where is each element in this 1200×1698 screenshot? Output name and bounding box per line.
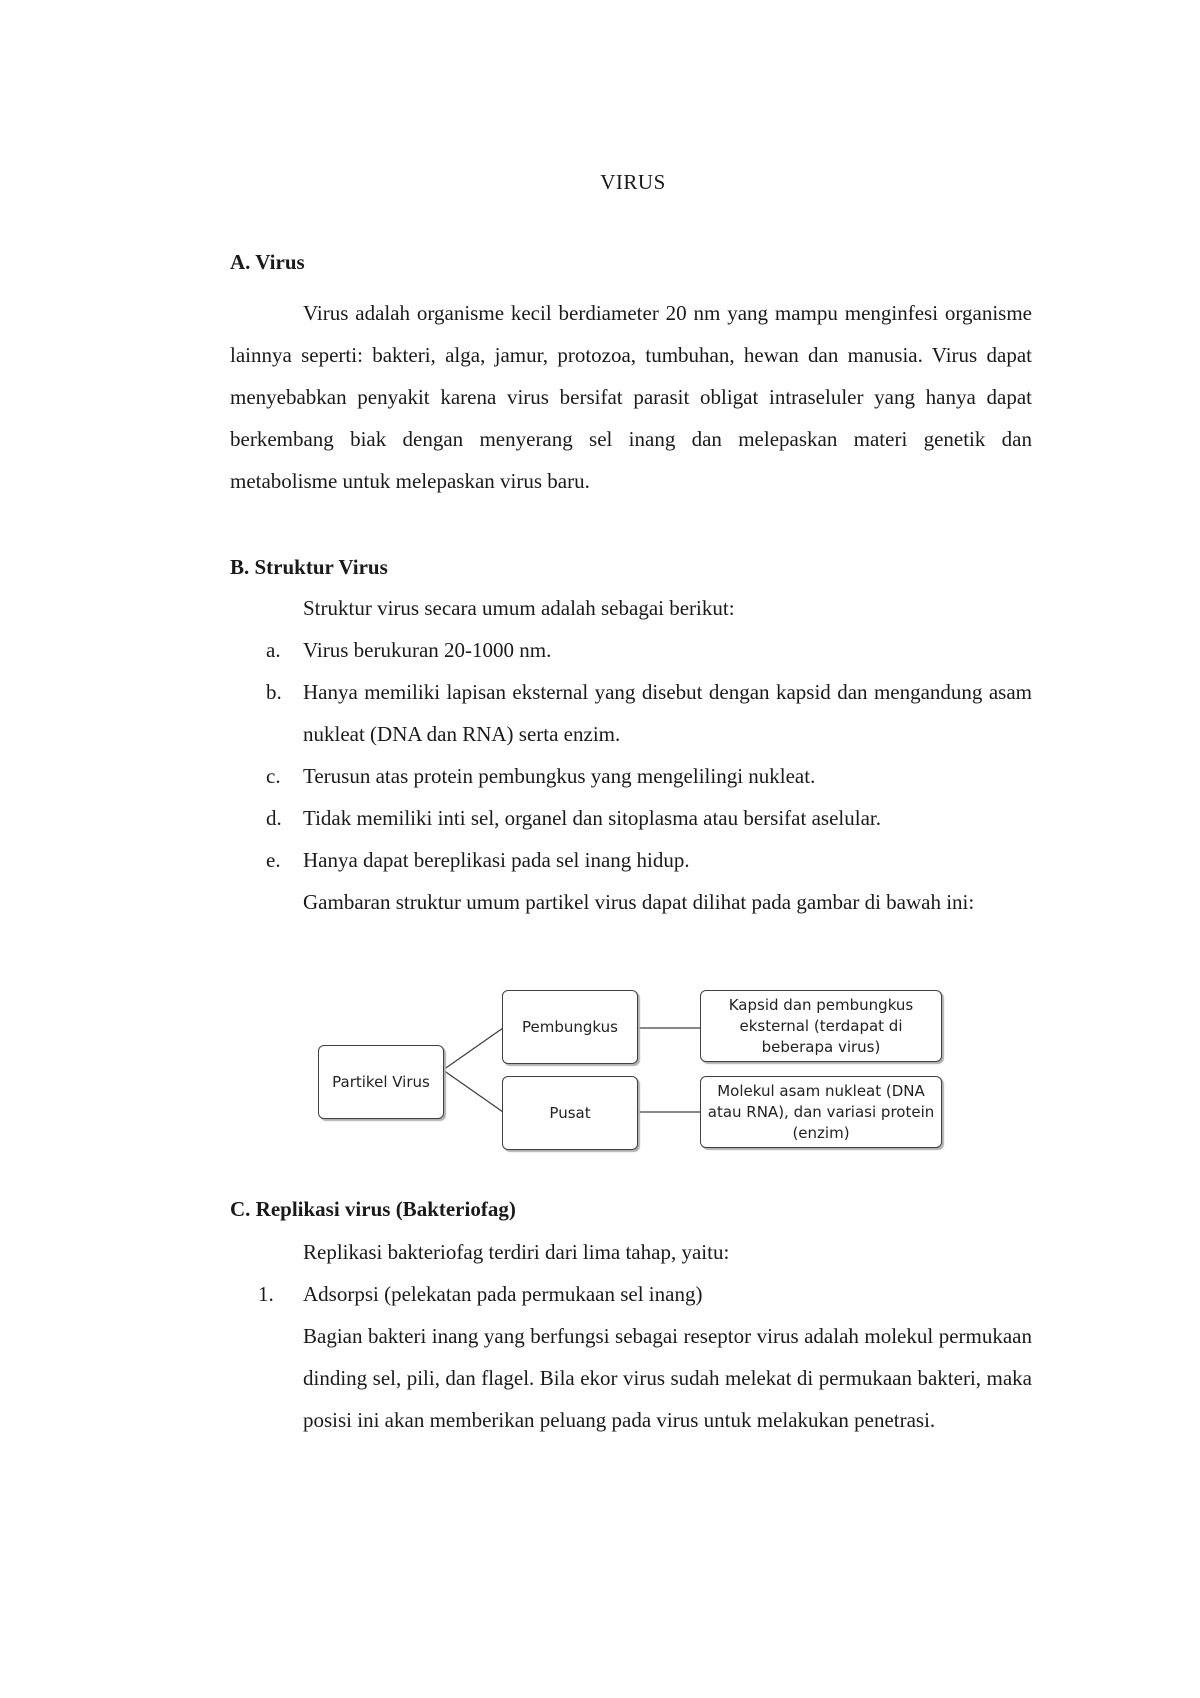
list-text: Tidak memiliki inti sel, organel dan sitoplasma atau bersifat aselular. — [303, 806, 881, 830]
diagram-leaf-pembungkus-box: Kapsid dan pembungkus eksternal (terdapat di beberapa virus) — [700, 990, 942, 1062]
connector-root-pembungkus — [443, 1028, 503, 1070]
section-b-closing: Gambaran struktur umum partikel virus dapat dilihat pada gambar di bawah ini: — [303, 890, 975, 914]
list-text: Hanya memiliki lapisan eksternal yang disebut dengan kapsid dan mengandung asam nukleat (DNA dan RNA) serta enzim. — [303, 680, 1032, 746]
list-item — [230, 629, 1032, 671]
connector-root-pusat — [443, 1070, 503, 1112]
section-b-intro: Struktur virus secara umum adalah sebagai berikut: — [303, 596, 735, 620]
list-marker: 1. — [258, 1282, 274, 1306]
list-marker: a. — [266, 638, 281, 662]
section-c-intro: Replikasi bakteriofag terdiri dari lima tahap, yaitu: — [303, 1240, 730, 1264]
list-text: Bagian bakteri inang yang berfungsi sebagai reseptor virus adalah molekul permukaan dinding sel, pili, dan flagel. Bila ekor virus sudah melekat di permukaan bakteri, maka posisi ini akan memberikan peluang pada virus untuk melakukan penetrasi. — [303, 1324, 1032, 1432]
list-title: Adsorpsi (pelekatan pada permukaan sel inang) — [303, 1282, 703, 1306]
list-item — [230, 797, 1032, 839]
section-b-heading: B. Struktur Virus — [230, 555, 388, 579]
list-item — [230, 755, 1032, 797]
section-a-heading: A. Virus — [230, 250, 305, 274]
list-item — [230, 1273, 1032, 1441]
diagram-root-box: Partikel Virus — [318, 1045, 444, 1119]
list-item — [230, 839, 1032, 881]
list-marker: c. — [266, 764, 281, 788]
list-marker: e. — [266, 848, 281, 872]
document-title: VIRUS — [600, 170, 666, 194]
section-c-heading: C. Replikasi virus (Bakteriofag) — [230, 1197, 516, 1221]
section-a-paragraph: Virus adalah organisme kecil berdiameter 20 nm yang mampu menginfesi organisme lainnya seperti: bakteri, alga, jamur, protozoa, tumbuhan, hewan dan manusia. Virus dapat menyebabkan penyakit karena virus bersifat parasit obligat intraseluler yang hanya dapat berkembang biak dengan menyerang sel inang dan melepaskan materi genetik dan metabolisme untuk melepaskan virus baru. — [230, 301, 1032, 493]
list-text: Hanya dapat bereplikasi pada sel inang hidup. — [303, 848, 690, 872]
list-text: Terusun atas protein pembungkus yang mengelilingi nukleat. — [303, 764, 816, 788]
list-marker: b. — [266, 680, 282, 704]
virus-structure-diagram — [318, 988, 948, 1158]
list-item — [230, 671, 1032, 755]
list-text: Virus berukuran 20-1000 nm. — [303, 638, 552, 662]
diagram-leaf-pusat-box: Molekul asam nukleat (DNA atau RNA), dan variasi protein (enzim) — [700, 1076, 942, 1148]
list-marker: d. — [266, 806, 282, 830]
diagram-pusat-box: Pusat — [502, 1076, 638, 1150]
diagram-pembungkus-box: Pembungkus — [502, 990, 638, 1064]
